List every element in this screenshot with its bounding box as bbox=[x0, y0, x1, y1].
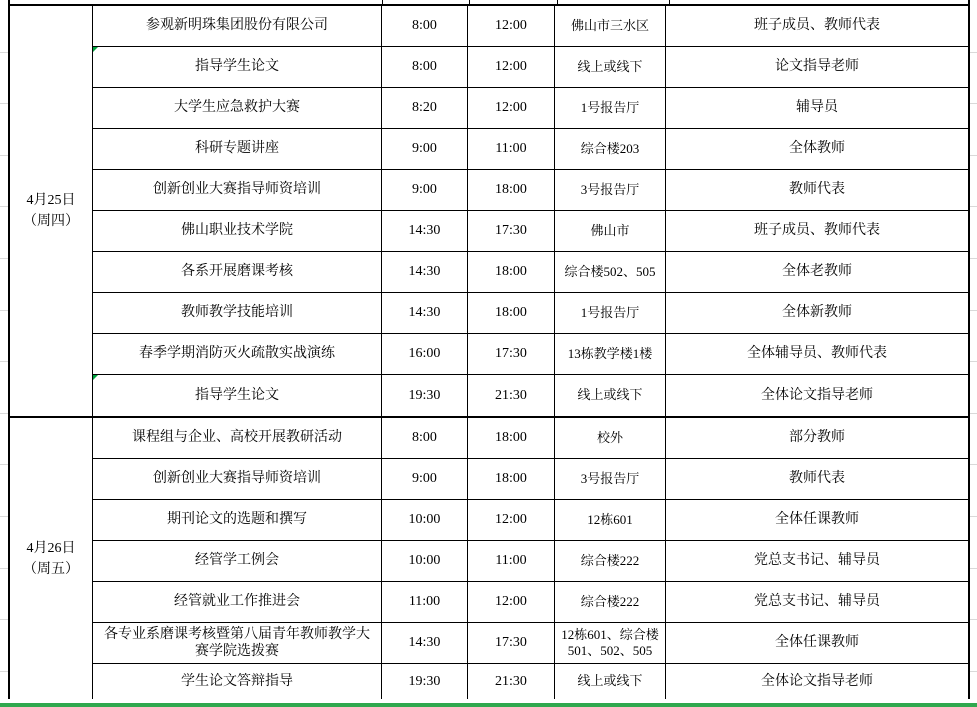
location-cell[interactable]: 1号报告厅 bbox=[555, 88, 666, 128]
activity-text: 佛山职业技术学院 bbox=[181, 223, 293, 239]
end-time-cell[interactable]: 12:00 bbox=[468, 500, 555, 540]
table-row bbox=[93, 375, 968, 416]
location-cell[interactable]: 线上或线下 bbox=[555, 47, 666, 87]
participants-cell[interactable]: 教师代表 bbox=[789, 182, 845, 198]
start-time-cell[interactable]: 14:30 bbox=[382, 293, 468, 333]
end-time-cell[interactable]: 12:00 bbox=[468, 6, 555, 46]
location-cell[interactable]: 综合楼203 bbox=[555, 129, 666, 169]
end-time-cell[interactable]: 18:00 bbox=[468, 170, 555, 210]
gridline bbox=[0, 619, 8, 620]
gridline bbox=[970, 464, 977, 465]
activity-cell[interactable] bbox=[93, 6, 382, 46]
end-time-cell[interactable]: 17:30 bbox=[468, 334, 555, 374]
participants-cell[interactable]: 党总支书记、辅导员 bbox=[754, 553, 880, 569]
activity-cell[interactable] bbox=[93, 170, 382, 210]
activity-cell[interactable] bbox=[93, 334, 382, 374]
activity-text: 指导学生论文 bbox=[195, 387, 279, 403]
location-cell[interactable]: 12栋601、综合楼501、502、505 bbox=[555, 623, 666, 663]
gridline bbox=[970, 206, 977, 207]
date-section bbox=[10, 6, 968, 418]
end-time-cell[interactable]: 12:00 bbox=[468, 88, 555, 128]
start-time-cell[interactable]: 14:30 bbox=[382, 252, 468, 292]
location-cell[interactable]: 综合楼222 bbox=[555, 582, 666, 622]
table-row bbox=[93, 541, 968, 582]
location-cell[interactable]: 3号报告厅 bbox=[555, 170, 666, 210]
activity-text: 教师教学技能培训 bbox=[181, 305, 293, 321]
gridline bbox=[970, 619, 977, 620]
activity-cell[interactable] bbox=[93, 211, 382, 251]
activity-cell[interactable] bbox=[93, 500, 382, 540]
date-cell[interactable] bbox=[10, 418, 93, 699]
gridline bbox=[0, 206, 8, 207]
participants-cell[interactable]: 论文指导老师 bbox=[775, 59, 859, 75]
activity-cell[interactable] bbox=[93, 582, 382, 622]
end-time-cell[interactable]: 11:00 bbox=[468, 129, 555, 169]
table-row bbox=[93, 129, 968, 170]
gridline bbox=[970, 361, 977, 362]
end-time-cell[interactable]: 11:00 bbox=[468, 541, 555, 581]
start-time-cell[interactable]: 8:00 bbox=[382, 6, 468, 46]
activity-text: 创新创业大赛指导师资培训 bbox=[153, 471, 321, 487]
column-divider bbox=[557, 0, 558, 4]
gridline bbox=[0, 568, 8, 569]
end-time-cell[interactable]: 18:00 bbox=[468, 418, 555, 458]
activity-cell[interactable] bbox=[93, 47, 382, 87]
weekday-text: （周四） bbox=[23, 214, 79, 229]
activity-text: 指导学生论文 bbox=[195, 59, 279, 75]
location-cell[interactable]: 校外 bbox=[555, 418, 666, 458]
activity-text: 科研专题讲座 bbox=[195, 141, 279, 157]
start-time-cell[interactable]: 10:00 bbox=[382, 500, 468, 540]
participants-cell[interactable]: 班子成员、教师代表 bbox=[754, 223, 880, 239]
start-time-cell[interactable]: 8:00 bbox=[382, 47, 468, 87]
activity-cell[interactable] bbox=[93, 623, 382, 663]
gridline bbox=[970, 568, 977, 569]
date-text: 4月25日 bbox=[26, 193, 76, 208]
gridline bbox=[970, 413, 977, 414]
column-divider bbox=[669, 0, 670, 4]
end-time-cell[interactable]: 18:00 bbox=[468, 459, 555, 499]
location-cell[interactable]: 佛山市三水区 bbox=[555, 6, 666, 46]
table-row bbox=[93, 459, 968, 500]
activity-cell[interactable] bbox=[93, 541, 382, 581]
activity-cell[interactable] bbox=[93, 88, 382, 128]
participants-cell[interactable]: 全体辅导员、教师代表 bbox=[747, 346, 887, 362]
schedule-table bbox=[8, 0, 970, 699]
gridline bbox=[0, 310, 8, 311]
start-time-cell[interactable]: 14:30 bbox=[382, 623, 468, 663]
participants-cell[interactable]: 全体任课教师 bbox=[775, 512, 859, 528]
gridline bbox=[970, 516, 977, 517]
gridline bbox=[970, 103, 977, 104]
end-time-cell[interactable]: 17:30 bbox=[468, 623, 555, 663]
gridline bbox=[0, 52, 8, 53]
table-row bbox=[93, 47, 968, 88]
activity-text: 创新创业大赛指导师资培训 bbox=[153, 182, 321, 198]
gridline bbox=[0, 361, 8, 362]
location-cell[interactable]: 综合楼502、505 bbox=[555, 252, 666, 292]
table-row bbox=[93, 170, 968, 211]
activity-text: 经管就业工作推进会 bbox=[174, 594, 300, 610]
end-time-cell[interactable]: 21:30 bbox=[468, 375, 555, 416]
participants-cell[interactable]: 全体老教师 bbox=[782, 264, 852, 280]
activity-cell[interactable] bbox=[93, 459, 382, 499]
location-cell[interactable]: 线上或线下 bbox=[555, 375, 666, 416]
table-row bbox=[93, 418, 968, 459]
gridline bbox=[970, 310, 977, 311]
table-row bbox=[93, 6, 968, 47]
activity-text: 大学生应急救护大赛 bbox=[174, 100, 300, 116]
location-cell[interactable]: 线上或线下 bbox=[555, 664, 666, 699]
activity-text: 经管学工例会 bbox=[195, 553, 279, 569]
gridline bbox=[0, 671, 8, 672]
start-time-cell[interactable]: 19:30 bbox=[382, 664, 468, 699]
participants-cell[interactable]: 辅导员 bbox=[796, 100, 838, 116]
participants-cell[interactable]: 全体任课教师 bbox=[775, 635, 859, 651]
activity-cell[interactable] bbox=[93, 252, 382, 292]
end-time-cell[interactable]: 12:00 bbox=[468, 47, 555, 87]
date-section bbox=[10, 418, 968, 699]
gridline bbox=[970, 258, 977, 259]
start-time-cell[interactable]: 14:30 bbox=[382, 211, 468, 251]
end-time-cell[interactable]: 17:30 bbox=[468, 211, 555, 251]
activity-text: 春季学期消防灭火疏散实战演练 bbox=[139, 346, 335, 362]
gridline bbox=[0, 516, 8, 517]
cell-error-indicator-icon bbox=[93, 375, 98, 380]
cell-error-indicator-icon bbox=[93, 47, 98, 52]
start-time-cell[interactable]: 16:00 bbox=[382, 334, 468, 374]
participants-cell[interactable]: 教师代表 bbox=[789, 471, 845, 487]
table-row bbox=[93, 334, 968, 375]
activity-text: 各专业系磨课考核暨第八届青年教师教学大赛学院选拨赛 bbox=[104, 626, 370, 659]
end-time-cell[interactable]: 18:00 bbox=[468, 252, 555, 292]
activity-text: 参观新明珠集团股份有限公司 bbox=[146, 18, 328, 34]
start-time-cell[interactable]: 9:00 bbox=[382, 459, 468, 499]
gridline bbox=[0, 103, 8, 104]
gridline bbox=[0, 413, 8, 414]
activity-text: 期刊论文的选题和撰写 bbox=[167, 512, 307, 528]
location-cell[interactable]: 综合楼222 bbox=[555, 541, 666, 581]
start-time-cell[interactable]: 10:00 bbox=[382, 541, 468, 581]
location-cell[interactable]: 1号报告厅 bbox=[555, 293, 666, 333]
end-time-cell[interactable]: 21:30 bbox=[468, 664, 555, 699]
column-divider bbox=[382, 0, 383, 4]
next-section-green-row-strip bbox=[0, 703, 977, 707]
participants-cell[interactable]: 全体论文指导老师 bbox=[761, 387, 873, 403]
activity-cell[interactable] bbox=[93, 418, 382, 458]
table-row bbox=[93, 293, 968, 334]
gridline bbox=[0, 155, 8, 156]
participants-cell[interactable]: 全体教师 bbox=[789, 141, 845, 157]
gridline bbox=[0, 258, 8, 259]
gridline bbox=[970, 52, 977, 53]
start-time-cell[interactable]: 9:00 bbox=[382, 170, 468, 210]
table-row bbox=[93, 252, 968, 293]
activity-cell[interactable] bbox=[93, 375, 382, 416]
date-cell[interactable] bbox=[10, 6, 93, 416]
start-time-cell[interactable]: 9:00 bbox=[382, 129, 468, 169]
location-cell[interactable]: 12栋601 bbox=[555, 500, 666, 540]
activity-cell[interactable] bbox=[93, 129, 382, 169]
end-time-cell[interactable]: 12:00 bbox=[468, 582, 555, 622]
activity-text: 课程组与企业、高校开展教研活动 bbox=[132, 430, 342, 446]
activity-text: 学生论文答辩指导 bbox=[181, 673, 293, 689]
gridline bbox=[970, 155, 977, 156]
location-cell[interactable]: 3号报告厅 bbox=[555, 459, 666, 499]
column-divider bbox=[469, 0, 470, 4]
date-text: 4月26日 bbox=[26, 540, 76, 556]
table-row bbox=[93, 500, 968, 541]
gridline bbox=[970, 671, 977, 672]
participants-cell[interactable]: 党总支书记、辅导员 bbox=[754, 594, 880, 610]
table-row bbox=[93, 623, 968, 664]
table-row bbox=[93, 664, 968, 699]
end-time-cell[interactable]: 18:00 bbox=[468, 293, 555, 333]
table-row bbox=[93, 88, 968, 129]
table-row bbox=[93, 211, 968, 252]
start-time-cell[interactable]: 19:30 bbox=[382, 375, 468, 416]
participants-cell[interactable]: 部分教师 bbox=[789, 430, 845, 446]
weekday-text: （周五） bbox=[23, 561, 79, 577]
location-cell[interactable]: 佛山市 bbox=[555, 211, 666, 251]
start-time-cell[interactable]: 8:20 bbox=[382, 88, 468, 128]
activity-cell[interactable] bbox=[93, 664, 382, 699]
start-time-cell[interactable]: 11:00 bbox=[382, 582, 468, 622]
participants-cell[interactable]: 班子成员、教师代表 bbox=[754, 18, 880, 34]
start-time-cell[interactable]: 8:00 bbox=[382, 418, 468, 458]
participants-cell[interactable]: 全体论文指导老师 bbox=[761, 673, 873, 689]
location-cell[interactable]: 13栋教学楼1楼 bbox=[555, 334, 666, 374]
activity-text: 各系开展磨课考核 bbox=[181, 264, 293, 280]
table-row bbox=[93, 582, 968, 623]
participants-cell[interactable]: 全体新教师 bbox=[782, 305, 852, 321]
gridline bbox=[0, 464, 8, 465]
activity-cell[interactable] bbox=[93, 293, 382, 333]
